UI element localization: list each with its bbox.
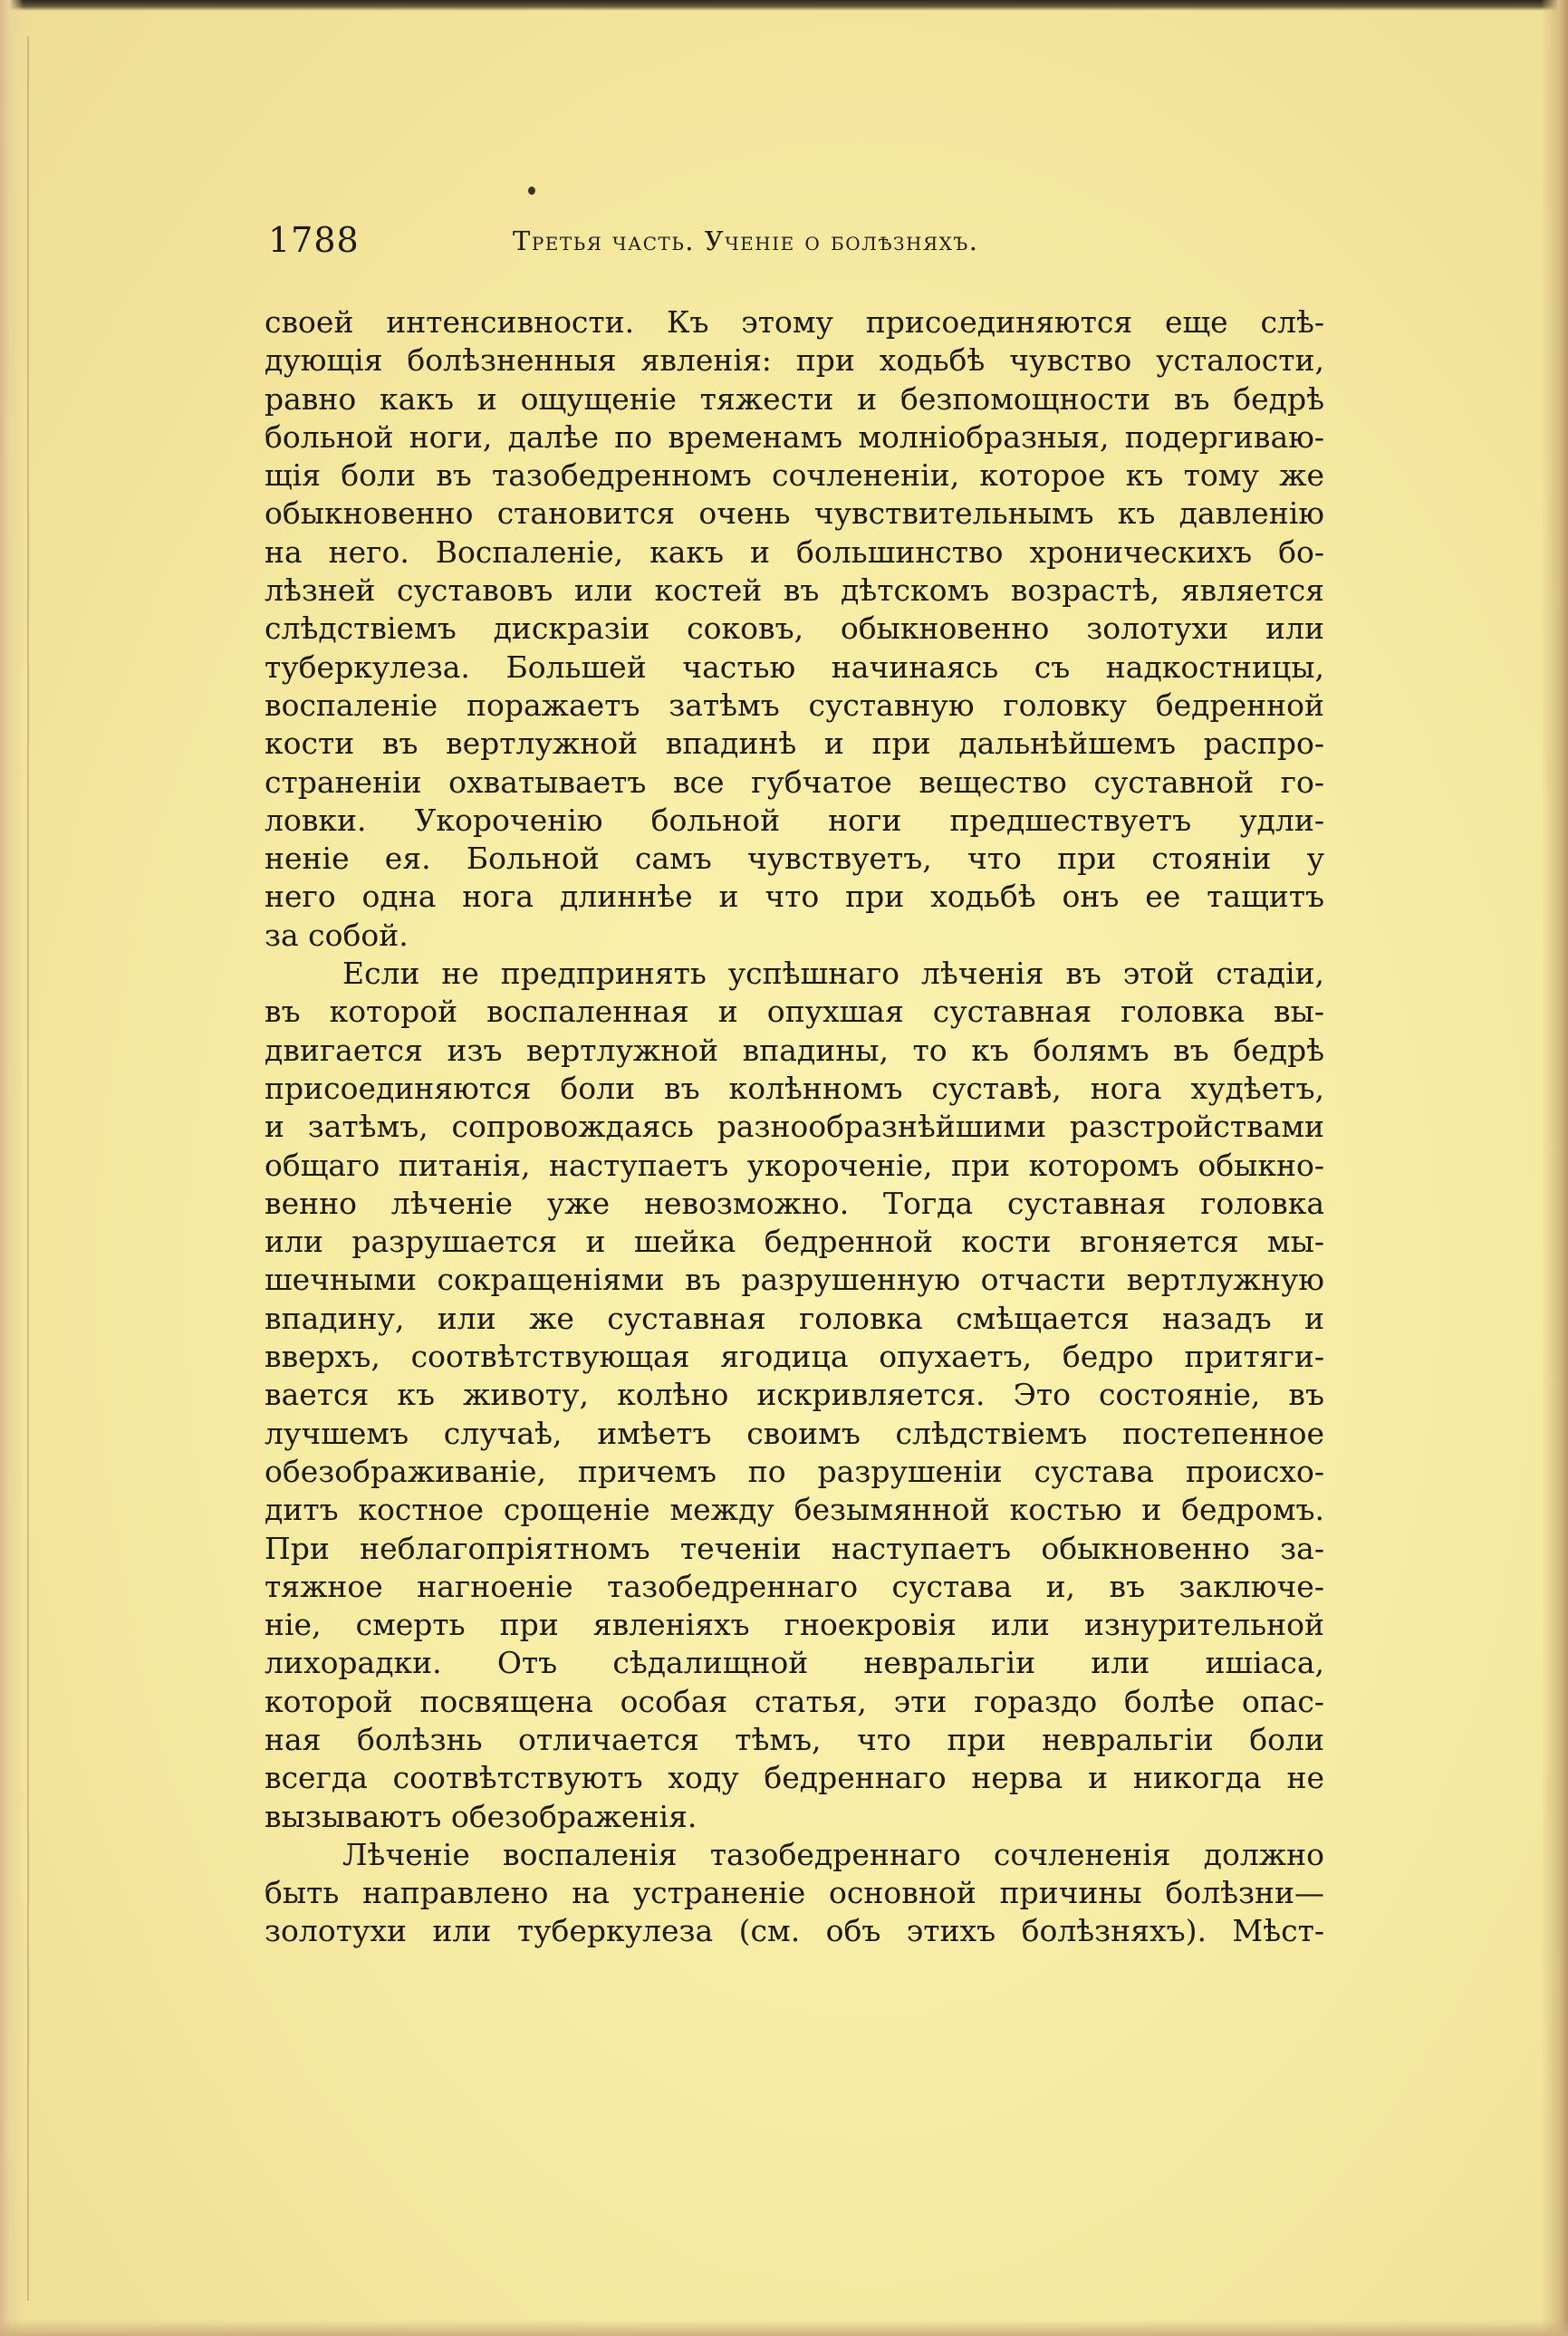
- binding-line: [27, 36, 29, 2301]
- text-line: страненіи охватываетъ все губчатое вещество суставной го-: [265, 764, 1324, 800]
- text-line: обыкновенно становится очень чувствительнымъ къ давленію: [265, 495, 1324, 532]
- paragraph-start-line: Если не предпринять успѣшнаго лѣченія въ этой стадіи,: [342, 956, 1324, 992]
- text-line: него одна нога длиннѣе и что при ходьбѣ онъ ее тащитъ: [265, 879, 1324, 915]
- text-line: вается къ животу, колѣно искривляется. Это состояніе, въ: [265, 1377, 1324, 1413]
- page-top-edge: [0, 0, 1568, 11]
- text-line: кости въ вертлужной впадинѣ и при дальнѣйшемъ распро-: [265, 726, 1324, 762]
- text-line: золотухи или туберкулеза (см. объ этихъ болѣзняхъ). Мѣст-: [265, 1913, 1324, 1949]
- page-bottom-edge: [0, 2320, 1568, 2336]
- text-line: лѣзней суставовъ или костей въ дѣтскомъ возрастѣ, является: [265, 572, 1324, 609]
- text-line: ловки. Укороченію больной ноги предшествуетъ удли-: [265, 802, 1324, 838]
- paragraph-end-line: за собой.: [265, 917, 409, 953]
- page-number: 1788: [268, 220, 360, 260]
- text-line: воспаленіе поражаетъ затѣмъ суставную головку бедренной: [265, 687, 1324, 723]
- text-line: дитъ костное срощеніе между безымянной костью и бедромъ.: [265, 1492, 1324, 1528]
- text-line: лучшемъ случаѣ, имѣетъ своимъ слѣдствіемъ постепенное: [265, 1415, 1324, 1451]
- text-line: больной ноги, далѣе по временамъ молніобразныя, подергиваю-: [265, 418, 1324, 455]
- text-line: обезображиваніе, причемъ по разрушеніи сустава происхо-: [265, 1453, 1324, 1489]
- text-line: лихорадки. Отъ сѣдалищной невральгіи или ишіаса,: [265, 1645, 1324, 1681]
- page-right-edge: [1541, 0, 1568, 2336]
- text-line: въ которой воспаленная и опухшая суставная головка вы-: [265, 994, 1324, 1030]
- text-line: общаго питанія, наступаетъ укороченіе, при которомъ обыкно-: [265, 1147, 1324, 1183]
- ink-speck: [528, 187, 535, 195]
- paragraph-end-line: вызываютъ обезображенія.: [265, 1798, 697, 1834]
- text-line: щія боли въ тазобедренномъ сочлененіи, которое къ тому же: [265, 457, 1324, 494]
- text-line: туберкулеза. Большей частью начинаясь съ надкостницы,: [265, 649, 1324, 685]
- text-line: двигается изъ вертлужной впадины, то къ болямъ въ бедрѣ: [265, 1032, 1324, 1068]
- text-line: присоединяются боли въ колѣнномъ суставѣ, нога худѣетъ,: [265, 1070, 1324, 1106]
- text-line: венно лѣченіе уже невозможно. Тогда суставная головка: [265, 1185, 1324, 1221]
- page-header: [268, 220, 1319, 271]
- text-line: быть направлено на устраненіе основной причины болѣзни—: [265, 1875, 1324, 1911]
- text-line: ніе, смерть при явленіяхъ гноекровія или изнурительной: [265, 1607, 1324, 1643]
- text-line: слѣдствіемъ дискразіи соковъ, обыкновенно золотухи или: [265, 610, 1324, 647]
- text-line: впадину, или же суставная головка смѣщается назадъ и: [265, 1300, 1324, 1336]
- text-line: или разрушается и шейка бедренной кости вгоняется мы-: [265, 1224, 1324, 1260]
- text-line: вверхъ, соотвѣтствующая ягодица опухаетъ, бедро притяги-: [265, 1339, 1324, 1375]
- text-line: шечными сокращеніями въ разрушенную отчасти вертлужную: [265, 1262, 1324, 1298]
- text-line: дующія болѣзненныя явленія: при ходьбѣ чувство усталости,: [265, 342, 1324, 379]
- paragraph-start-line: Лѣченіе воспаленія тазобедреннаго сочлененія должно: [342, 1836, 1324, 1872]
- text-line: При неблагопріятномъ теченіи наступаетъ обыкновенно за-: [265, 1530, 1324, 1566]
- running-head: Третья часть. Ученіе о болѣзняхъ.: [513, 226, 979, 256]
- text-line: которой посвящена особая статья, эти гораздо болѣе опас-: [265, 1683, 1324, 1719]
- text-line: своей интенсивности. Къ этому присоединяются еще слѣ-: [265, 304, 1324, 340]
- body-text: [265, 303, 1324, 1951]
- text-line: тяжное нагноеніе тазобедреннаго сустава и, въ заключе-: [265, 1568, 1324, 1604]
- text-line: и затѣмъ, сопровождаясь разнообразнѣйшими разстройствами: [265, 1109, 1324, 1145]
- text-line: равно какъ и ощущеніе тяжести и безпомощности въ бедрѣ: [265, 380, 1324, 417]
- text-line: ная болѣзнь отличается тѣмъ, что при невральгіи боли: [265, 1721, 1324, 1757]
- text-line: неніе ея. Больной самъ чувствуетъ, что при стояніи у: [265, 841, 1324, 877]
- page-left-edge: [0, 0, 24, 2336]
- text-line: на него. Воспаленіе, какъ и большинство хроническихъ бо-: [265, 534, 1324, 570]
- text-line: всегда соотвѣтствуютъ ходу бедреннаго нерва и никогда не: [265, 1760, 1324, 1796]
